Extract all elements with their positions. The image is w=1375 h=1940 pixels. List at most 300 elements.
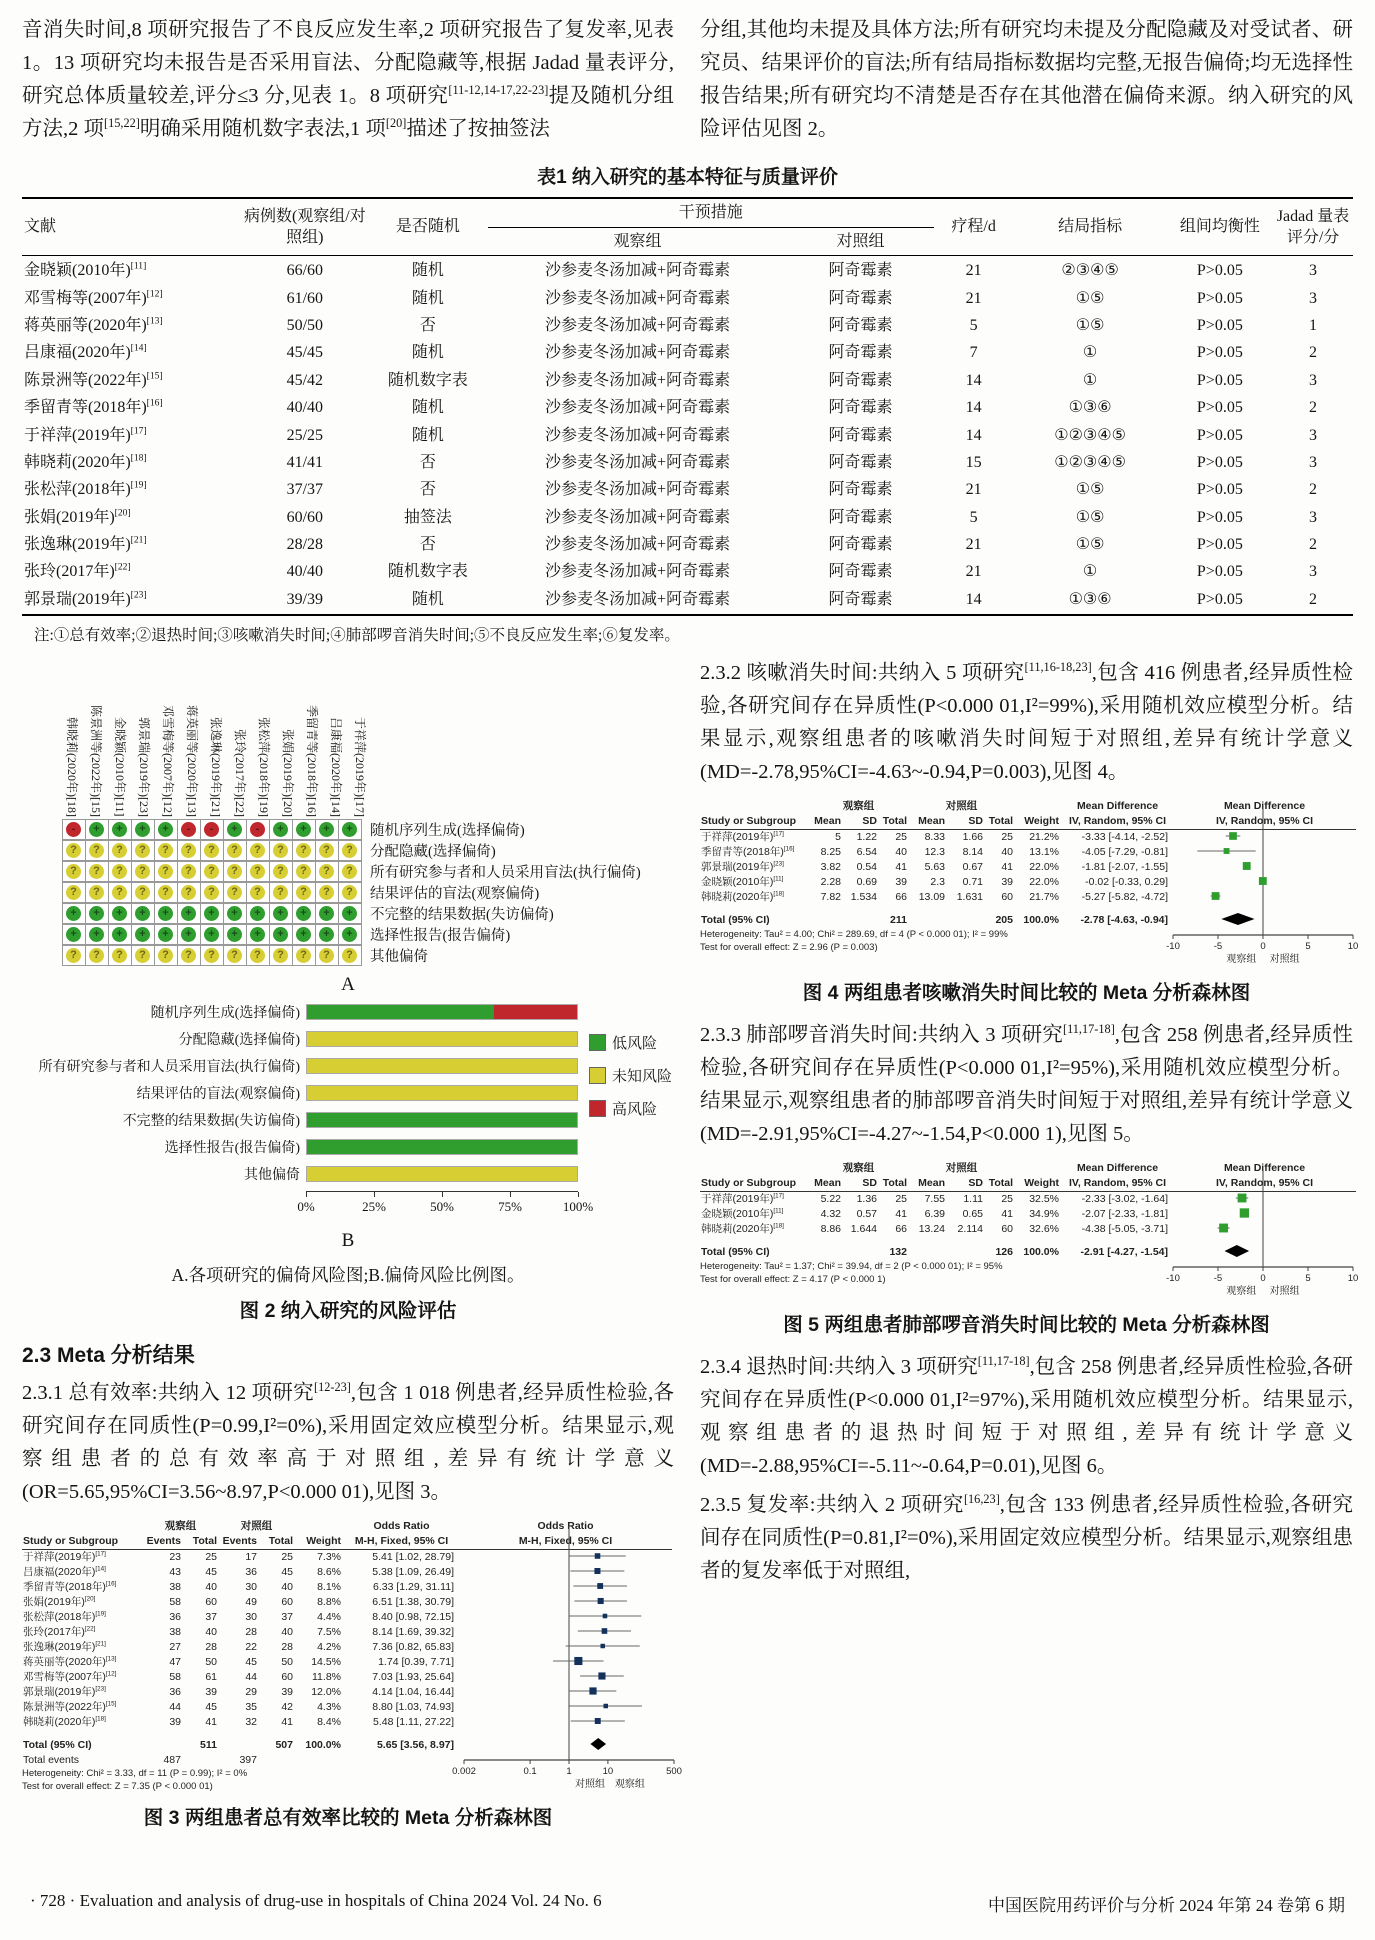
- table-cell: 阿奇霉素: [828, 590, 893, 608]
- table-cell: 沙参麦冬汤加减+阿奇霉素: [545, 371, 731, 389]
- table-cell: 41/41: [286, 453, 324, 471]
- unclear-risk-icon: ?: [227, 864, 242, 879]
- table-cell: P>0.05: [1196, 453, 1243, 471]
- section-2-3-4-paragraph: 2.3.4 退热时间:共纳入 3 项研究[11,17-18],包含 258 例患者,经异质性检验,各研究间存在异质性(P<0.000 01,I²=97%),采用随机效应模型分析。结果显示,观察组患者的退热时间短于对照组,差异有统计学意义(MD=-2.88,95%CI=-5.11~-0.64,P=0.01),见图 6。: [700, 1353, 1354, 1477]
- high-risk-icon: -: [181, 822, 196, 837]
- table-cell: 沙参麦冬汤加减+阿奇霉素: [545, 536, 731, 554]
- table-cell: 14: [965, 426, 982, 444]
- bias-cell: [154, 861, 178, 882]
- legend-label: 未知风险: [611, 1068, 672, 1085]
- col-header-intervention: 干预措施: [488, 198, 934, 227]
- table-row: [22, 340, 1353, 367]
- table-cell: P>0.05: [1196, 316, 1243, 334]
- forest-cell: Mean Difference: [1223, 1161, 1306, 1174]
- unclear-risk-icon: ?: [296, 843, 311, 858]
- figure5-caption: 图 5 两组患者肺部啰音消失时间比较的 Meta 分析森林图: [783, 1313, 1270, 1336]
- unclear-risk-icon: ?: [204, 948, 219, 963]
- forest-cell: Total: [882, 814, 907, 827]
- forest-cell: 7.3%: [317, 1550, 341, 1563]
- bias-cell: [108, 861, 132, 882]
- forest-cell: 397: [239, 1753, 257, 1766]
- forest-cell: Total: [988, 814, 1013, 827]
- table-cell: 阿奇霉素: [828, 289, 893, 307]
- table-cell: 张玲(2017年)[22]: [24, 562, 131, 581]
- table-cell: ①⑤: [1075, 536, 1105, 554]
- forest-cell: SD: [862, 1176, 877, 1189]
- forest-cell: 1.66: [962, 830, 983, 843]
- bias-cell: [246, 924, 270, 945]
- table-cell: 3: [1309, 453, 1318, 471]
- low-risk-icon: +: [227, 906, 242, 921]
- unclear-risk-icon: ?: [204, 864, 219, 879]
- table-row: [22, 477, 1353, 504]
- forest-cell: 4.4%: [317, 1610, 341, 1623]
- forest-plot-canvas: [452, 1519, 682, 1794]
- forest-cell: Total: [192, 1534, 217, 1547]
- unclear-risk-icon: ?: [66, 948, 81, 963]
- forest-cell: [144, 1738, 184, 1753]
- forest-cell: 45: [245, 1655, 257, 1668]
- unclear-risk-icon: ?: [342, 885, 357, 900]
- forest-cell: 40: [205, 1580, 217, 1593]
- table-cell: 66/60: [242, 256, 368, 285]
- svg-text:-10: -10: [1166, 1272, 1180, 1284]
- bias-cell: [131, 924, 155, 945]
- forest-cell: 41: [205, 1715, 217, 1728]
- forest-cell: Mean Difference: [1223, 799, 1306, 812]
- bias-domain-row: [62, 924, 674, 945]
- forest-cell: 13.09: [918, 890, 945, 903]
- forest-cell: Weight: [306, 1534, 341, 1547]
- forest-cell: 45: [281, 1565, 293, 1578]
- bar-segment: [307, 1032, 577, 1046]
- bias-cell: [338, 861, 362, 882]
- forest-plot-area: [1166, 1161, 1359, 1306]
- forest-cell: [810, 1245, 844, 1260]
- study-characteristics-table: [22, 197, 1353, 616]
- svg-text:对照组: 对照组: [575, 1778, 605, 1790]
- low-risk-icon: +: [158, 927, 173, 942]
- low-risk-icon: +: [89, 927, 104, 942]
- forest-stat-line: Test for overall effect: Z = 2.96 (P = 0.003): [700, 941, 878, 953]
- table-cell: 14: [965, 371, 982, 389]
- high-risk-icon: -: [250, 822, 265, 837]
- forest-cell: 12.0%: [311, 1685, 341, 1698]
- bias-cell: [177, 861, 201, 882]
- table-cell: 3: [1309, 371, 1318, 389]
- bias-domain-label: 选择性报告(报告偏倚): [370, 927, 511, 944]
- table-cell: 吕康福(2020年)[14]: [24, 343, 147, 362]
- forest-stat-line: Heterogeneity: Tau² = 4.00; Chi² = 289.69, df = 4 (P < 0.000 01); I² = 99%: [700, 928, 1008, 940]
- bar-row: [22, 1164, 674, 1184]
- low-risk-icon: +: [227, 822, 242, 837]
- forest-cell: 张娟(2019年)[20]: [23, 1595, 96, 1608]
- table-row: [22, 422, 1353, 449]
- study-label-text: 张玲(2017年)[22]: [233, 728, 247, 817]
- table-cell: 40/40: [286, 563, 324, 581]
- bias-domain-label: 不完整的结果数据(失访偏倚): [370, 906, 554, 923]
- study-label: [302, 659, 326, 819]
- study-label: [230, 659, 254, 819]
- unclear-risk-icon: ?: [158, 864, 173, 879]
- table-cell: 1: [1309, 316, 1318, 334]
- bias-cell: [62, 882, 86, 903]
- forest-cell: Odds Ratio: [537, 1519, 594, 1532]
- table-cell: 60/60: [286, 508, 324, 526]
- panel-label-a: A: [341, 973, 355, 995]
- table-cell: 随机数字表: [387, 563, 468, 581]
- study-label: [62, 659, 86, 819]
- paragraph-intro-right: 分组,其他均未提及具体方法;所有研究均未提及分配隐藏及对受试者、研究员、结果评价的盲法;所有结局指标数据均完整,无报告偏倚;均无选择性报告结果;所有研究均不清楚是否存在其他潜在偏倚来源。纳入研究的风险评估见图 2。: [700, 19, 1353, 140]
- bar-track: [306, 1004, 578, 1020]
- low-risk-icon: +: [204, 906, 219, 921]
- bias-study-labels: [62, 659, 674, 819]
- section-2-3-heading: 2.3 Meta 分析结果: [22, 1343, 195, 1367]
- forest-cell: 季留青等(2018年)[16]: [23, 1580, 117, 1593]
- forest-cell: 于祥萍(2019年)[17]: [701, 1192, 784, 1205]
- table-cell: 3: [1309, 508, 1318, 526]
- forest-cell: 张玲(2017年)[22]: [23, 1625, 96, 1638]
- forest-cell: Total (95% CI): [23, 1738, 92, 1751]
- bar-segment: [307, 1167, 577, 1181]
- axis-tick-label: 75%: [498, 1198, 522, 1214]
- table-cell: 随机数字表: [387, 371, 468, 389]
- forest-cell: Study or Subgroup: [701, 1176, 797, 1189]
- forest-cell: Mean Difference: [1076, 1161, 1159, 1174]
- bias-domain-row: [62, 861, 674, 882]
- bias-cell: [200, 840, 224, 861]
- low-risk-icon: +: [319, 906, 334, 921]
- low-risk-icon: +: [342, 927, 357, 942]
- bias-cell: [154, 840, 178, 861]
- unclear-risk-icon: ?: [158, 948, 173, 963]
- table-cell: ①: [1082, 563, 1098, 581]
- forest-cell: IV, Random, 95% CI: [1215, 814, 1314, 827]
- axis-tick: [510, 1192, 511, 1197]
- forest-cell: 21.7%: [1029, 890, 1059, 903]
- unclear-risk-icon: ?: [227, 948, 242, 963]
- table-cell: 3: [1309, 426, 1318, 444]
- unclear-risk-icon: ?: [66, 885, 81, 900]
- unclear-risk-icon: ?: [273, 864, 288, 879]
- bar-segment: [307, 1140, 577, 1154]
- col-header-observation-group: 观察组: [613, 232, 662, 250]
- forest-cell: [700, 1161, 810, 1176]
- forest-cell: 45: [205, 1700, 217, 1713]
- table-cell: 沙参麦冬汤加减+阿奇霉素: [545, 344, 731, 362]
- forest-cell: 22.0%: [1029, 875, 1059, 888]
- forest-cell: 28: [281, 1640, 293, 1653]
- svg-text:0: 0: [1260, 1272, 1266, 1284]
- low-risk-icon: +: [112, 927, 127, 942]
- forest-stat-line: Heterogeneity: Tau² = 1.37; Chi² = 39.94, df = 2 (P < 0.000 01); I² = 95%: [700, 1260, 1003, 1272]
- bias-cell: [223, 882, 247, 903]
- unclear-risk-icon: ?: [319, 864, 334, 879]
- col-header-course: 疗程/d: [951, 218, 996, 236]
- bar-row: [22, 1002, 674, 1022]
- low-risk-icon: +: [135, 822, 150, 837]
- bias-cell: [154, 945, 178, 966]
- bias-cell: [108, 819, 132, 840]
- low-risk-icon: +: [319, 822, 334, 837]
- bias-cell: [292, 945, 316, 966]
- bias-domain-row: [62, 840, 674, 861]
- svg-text:对照组: 对照组: [1269, 1285, 1300, 1297]
- forest-cell: -0.02 [-0.33, 0.29]: [1085, 875, 1168, 888]
- unclear-risk-icon: ?: [273, 843, 288, 858]
- forest-cell: 22.0%: [1029, 860, 1059, 873]
- bias-cell: [177, 882, 201, 903]
- bar-label: 结果评估的盲法(观察偏倚): [136, 1086, 300, 1102]
- table-cell: 2: [1309, 536, 1318, 554]
- unclear-risk-icon: ?: [204, 885, 219, 900]
- forest-cell: IV, Random, 95% CI: [1068, 1176, 1167, 1189]
- forest-cell: 100.0%: [305, 1738, 341, 1751]
- bias-cell: [269, 924, 293, 945]
- svg-text:5: 5: [1305, 940, 1311, 952]
- forest-cell: 25: [1001, 1192, 1013, 1205]
- footer-right: 中国医院用药评价与分析 2024 年第 24 卷第 6 期: [988, 1896, 1345, 1915]
- forest-cell: 对照组: [945, 1161, 978, 1174]
- study-label-text: 吕康福(2020年)[14]: [329, 716, 343, 817]
- bias-cell: [177, 945, 201, 966]
- forest-cell: 39: [895, 875, 907, 888]
- unclear-risk-icon: ?: [250, 864, 265, 879]
- table-cell: 沙参麦冬汤加减+阿奇霉素: [545, 453, 731, 471]
- risk-of-bias-bar-chart: [22, 1002, 674, 1222]
- forest-cell: -4.38 [-5.05, -3.71]: [1081, 1222, 1168, 1235]
- bias-cell: [292, 882, 316, 903]
- table-cell: ①⑤: [1075, 289, 1105, 307]
- forest-cell: 37: [205, 1610, 217, 1623]
- forest-plot-area: [452, 1519, 682, 1799]
- forest-cell: Mean: [814, 1176, 841, 1189]
- bias-cell: [85, 819, 109, 840]
- forest-cell: 36: [245, 1565, 257, 1578]
- bias-cell: [223, 861, 247, 882]
- forest-cell: 韩晓莉(2020年)[18]: [701, 890, 784, 903]
- bar-row: [22, 1029, 674, 1049]
- unclear-risk-icon: ?: [273, 885, 288, 900]
- table1-title: 表1 纳入研究的基本特征与质量评价: [537, 167, 838, 188]
- figure3-caption: 图 3 两组患者总有效率比较的 Meta 分析森林图: [143, 1806, 553, 1829]
- low-risk-icon: +: [204, 927, 219, 942]
- study-label: [134, 659, 158, 819]
- table-cell: 于祥萍(2019年)[17]: [24, 425, 147, 444]
- forest-cell: 5.48 [1.11, 27.22]: [373, 1715, 454, 1728]
- unclear-risk-icon: ?: [342, 864, 357, 879]
- forest-cell: 1.534: [850, 890, 877, 903]
- bias-cell: [131, 840, 155, 861]
- table-cell: 否: [419, 481, 436, 499]
- unclear-risk-icon: ?: [227, 885, 242, 900]
- bar-row: [22, 1110, 674, 1130]
- bias-cell: [223, 903, 247, 924]
- forest-cell: 32.6%: [1029, 1222, 1059, 1235]
- forest-cell: [296, 1753, 344, 1767]
- forest-cell: [948, 913, 986, 928]
- forest-plot-rales-disappearance: [700, 1161, 1359, 1301]
- svg-text:5: 5: [1305, 1272, 1311, 1284]
- forest-cell: 42: [281, 1700, 293, 1713]
- forest-cell: 41: [895, 1207, 907, 1220]
- table-cell: 陈景洲等(2022年)[15]: [24, 370, 163, 389]
- forest-cell: 205: [995, 913, 1013, 926]
- forest-cell: 40: [895, 845, 907, 858]
- study-label-text: 邓雪梅等(2007年)[12]: [161, 704, 175, 817]
- axis-tick-label: 50%: [430, 1198, 454, 1214]
- bias-domain-row: [62, 882, 674, 903]
- forest-stat-line: Heterogeneity: Chi² = 3.33, df = 11 (P = 0.99); I² = 0%: [22, 1767, 248, 1779]
- bar-track: [306, 1031, 578, 1047]
- unclear-risk-icon: ?: [296, 948, 311, 963]
- forest-plot-canvas: [1166, 799, 1359, 969]
- bias-cell: [85, 840, 109, 861]
- forest-cell: 张松萍(2018年)[19]: [23, 1610, 106, 1623]
- forest-cell: 0.67: [962, 860, 983, 873]
- table-cell: 张逸琳(2019年)[21]: [24, 534, 147, 554]
- table-cell: 3: [1309, 563, 1318, 581]
- bias-domain-label: 分配隐藏(选择偏倚): [370, 843, 496, 860]
- forest-cell: SD: [862, 814, 877, 827]
- bias-cell: [62, 903, 86, 924]
- forest-cell: Total: [268, 1534, 293, 1547]
- forest-cell: Events: [146, 1534, 181, 1547]
- svg-text:0.002: 0.002: [452, 1765, 476, 1777]
- forest-cell: 韩晓莉(2020年)[18]: [701, 1222, 784, 1235]
- forest-cell: 于祥萍(2019年)[17]: [23, 1550, 106, 1563]
- bias-cell: [338, 819, 362, 840]
- table-cell: 阿奇霉素: [828, 316, 893, 334]
- legend-swatch: [589, 1067, 606, 1084]
- legend-item: [589, 1098, 672, 1119]
- forest-cell: 韩晓莉(2020年)[18]: [23, 1715, 106, 1728]
- bias-cell: [292, 861, 316, 882]
- bias-cell: [108, 903, 132, 924]
- forest-cell: Total events: [23, 1753, 80, 1766]
- table-cell: ①②③④⑤: [1054, 453, 1126, 471]
- bar-label: 其他偏倚: [244, 1167, 300, 1183]
- bias-domain-row: [62, 903, 674, 924]
- forest-cell: 观察组: [842, 799, 875, 812]
- panel-label-b: B: [341, 1229, 355, 1251]
- study-label: [206, 659, 230, 819]
- col-header-cases: 病例数(观察组/对照组): [243, 207, 366, 247]
- table-cell: P>0.05: [1167, 256, 1273, 285]
- forest-cell: 蒋英丽等(2020年)[13]: [23, 1655, 117, 1668]
- study-label-text: 金晓颖(2010年)[11]: [113, 717, 127, 817]
- bias-cell: [85, 945, 109, 966]
- low-risk-icon: +: [181, 927, 196, 942]
- table-cell: 14: [965, 590, 982, 608]
- bias-domain-label: 随机序列生成(选择偏倚): [370, 822, 525, 839]
- table-cell: 28/28: [286, 536, 324, 554]
- forest-cell: 7.03 [1.93, 25.64]: [372, 1670, 454, 1683]
- bias-cell: [315, 819, 339, 840]
- bias-cell: [131, 861, 155, 882]
- unclear-risk-icon: ?: [296, 864, 311, 879]
- forest-cell: 21.2%: [1029, 830, 1059, 843]
- section-2-3-5-paragraph: 2.3.5 复发率:共纳入 2 项研究[16,23],包含 133 例患者,经异质性检验,各研究间存在同质性(P=0.81,I²=0%),采用固定效应模型分析。结果显示,观察组患者的复发率低于对照组,: [700, 1491, 1354, 1582]
- forest-cell: [948, 1245, 986, 1260]
- forest-cell: 13.1%: [1029, 845, 1059, 858]
- unclear-risk-icon: ?: [112, 948, 127, 963]
- bias-cell: [269, 945, 293, 966]
- forest-cell: Study or Subgroup: [701, 814, 797, 827]
- bar-segment: [494, 1005, 577, 1019]
- forest-cell: 金晓颖(2010年)[11]: [701, 1207, 784, 1220]
- low-risk-icon: +: [112, 822, 127, 837]
- forest-cell: 吕康福(2020年)[14]: [23, 1565, 106, 1578]
- forest-cell: 7.55: [924, 1192, 945, 1205]
- table-cell: ①: [1082, 371, 1098, 389]
- forest-cell: 511: [200, 1738, 217, 1751]
- forest-cell: -2.78 [-4.63, -0.94]: [1080, 913, 1168, 926]
- forest-cell: -2.07 [-2.33, -1.81]: [1081, 1207, 1168, 1220]
- unclear-risk-icon: ?: [250, 948, 265, 963]
- forest-cell: 0.65: [962, 1207, 983, 1220]
- study-label-text: 张娟(2019年)[20]: [281, 728, 295, 817]
- study-label-text: 陈景洲等(2022年)[15]: [89, 704, 103, 817]
- svg-text:10: 10: [1347, 940, 1359, 952]
- table-cell: 随机: [368, 256, 488, 285]
- bias-cell: [131, 819, 155, 840]
- forest-cell: Mean: [918, 1176, 945, 1189]
- bar-row: [22, 1056, 674, 1076]
- bias-cell: [131, 882, 155, 903]
- table-cell: 21: [965, 481, 982, 499]
- forest-cell: -2.33 [-3.02, -1.64]: [1081, 1192, 1168, 1205]
- table-cell: 2: [1309, 481, 1318, 499]
- table-cell: 15: [965, 453, 982, 471]
- bias-cell: [315, 903, 339, 924]
- low-risk-icon: +: [296, 822, 311, 837]
- unclear-risk-icon: ?: [319, 843, 334, 858]
- forest-cell: Total: [882, 1176, 907, 1189]
- forest-cell: 5.41 [1.02, 28.79]: [372, 1550, 454, 1563]
- bias-domain-row: [62, 945, 674, 966]
- table-cell: 61/60: [286, 289, 324, 307]
- table-cell: 阿奇霉素: [828, 426, 893, 444]
- table-cell: 21: [965, 563, 982, 581]
- svg-text:-5: -5: [1213, 940, 1223, 952]
- table-cell: 阿奇霉素: [828, 563, 893, 581]
- forest-cell: [700, 799, 810, 814]
- bias-cell: [154, 924, 178, 945]
- bias-cell: [85, 903, 109, 924]
- forest-cell: 487: [163, 1753, 181, 1766]
- forest-cell: 8.8%: [317, 1595, 341, 1608]
- table-cell: 50/50: [286, 316, 324, 334]
- forest-cell: 12.3: [924, 845, 945, 858]
- study-label-text: 季留青等(2018年)[16]: [305, 704, 319, 817]
- table-cell: 随机: [411, 344, 444, 362]
- forest-cell: 郭景瑞(2019年)[23]: [23, 1685, 106, 1698]
- bias-cell: [315, 924, 339, 945]
- bias-cell: [269, 882, 293, 903]
- unclear-risk-icon: ?: [112, 864, 127, 879]
- bar-track: [306, 1139, 578, 1155]
- forest-cell: 41: [1001, 860, 1013, 873]
- table-cell: 5: [969, 316, 978, 334]
- forest-cell: 8.40 [0.98, 72.15]: [372, 1610, 454, 1623]
- table-cell: P>0.05: [1196, 481, 1243, 499]
- unclear-risk-icon: ?: [89, 885, 104, 900]
- forest-cell: 1.22: [856, 830, 877, 843]
- bias-domain-row: [62, 819, 674, 840]
- forest-cell: 32.5%: [1029, 1192, 1059, 1205]
- table-header-row: [22, 198, 1353, 227]
